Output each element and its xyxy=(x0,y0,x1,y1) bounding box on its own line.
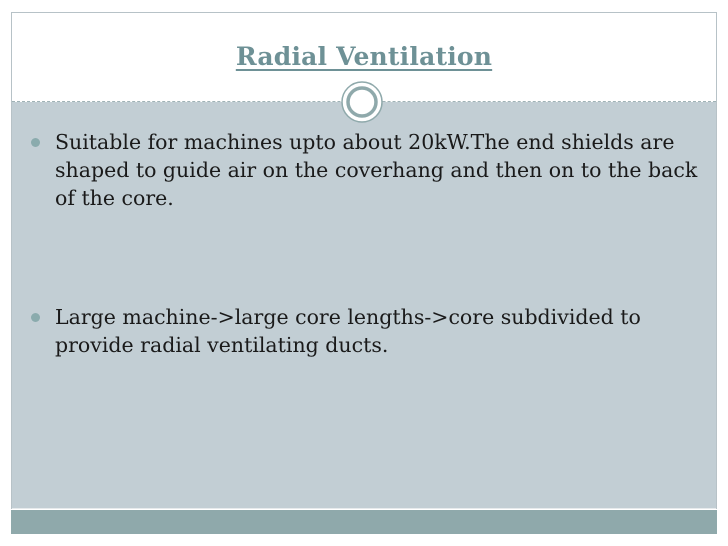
bullet-text: Suitable for machines upto about 20kW.The end shields are shaped to guide air on the coverhang and then on to the back of the core. xyxy=(55,130,698,210)
bullet-item xyxy=(29,303,709,359)
bullet-text: Large machine->large core lengths->core subdivided to provide radial ventilating ducts. xyxy=(55,305,641,357)
bullet-dot-icon xyxy=(31,313,40,322)
bullet-dot-icon xyxy=(31,138,40,147)
double-ring-icon xyxy=(340,80,384,124)
footer-bar xyxy=(11,510,717,534)
content-area xyxy=(12,102,716,508)
bullet-item xyxy=(29,128,709,212)
slide-title: Radial Ventilation xyxy=(235,42,493,71)
